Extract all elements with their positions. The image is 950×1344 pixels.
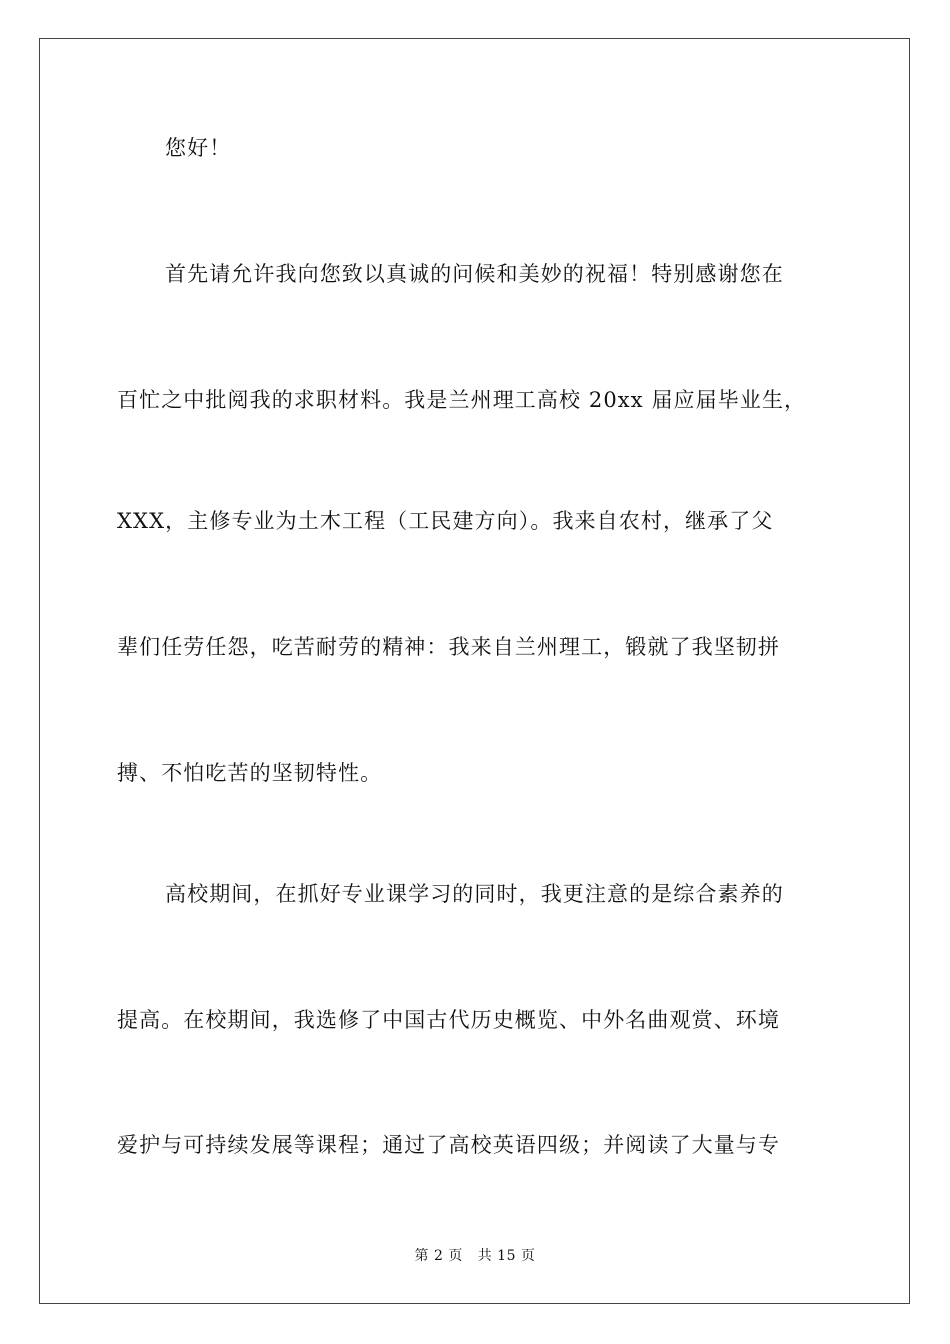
greeting-line: 您好！ xyxy=(165,136,232,160)
page-total: 共 15 页 xyxy=(477,1248,536,1264)
paragraph-line: 首先请允许我向您致以真诚的问候和美妙的祝福！特别感谢您在 xyxy=(165,262,784,286)
page-border xyxy=(39,38,910,1304)
paragraph-line: 爱护与可持续发展等课程；通过了高校英语四级；并阅读了大量与专 xyxy=(117,1133,780,1157)
page-number: 第 2 页 xyxy=(414,1248,463,1264)
paragraph-line: 高校期间，在抓好专业课学习的同时，我更注意的是综合素养的 xyxy=(165,882,784,906)
paragraph-line: 百忙之中批阅我的求职材料。我是兰州理工高校 20xx 届应届毕业生， xyxy=(117,388,807,412)
page-footer xyxy=(0,1247,950,1265)
paragraph-line: 提高。在校期间，我选修了中国古代历史概览、中外名曲观赏、环境 xyxy=(117,1008,780,1032)
paragraph-line: 辈们任劳任怨，吃苦耐劳的精神：我来自兰州理工，锻就了我坚韧拼 xyxy=(117,635,780,659)
paragraph-line: XXX，主修专业为土木工程（工民建方向）。我来自农村，继承了父 xyxy=(117,509,774,533)
paragraph-line: 搏、不怕吃苦的坚韧特性。 xyxy=(117,761,383,785)
